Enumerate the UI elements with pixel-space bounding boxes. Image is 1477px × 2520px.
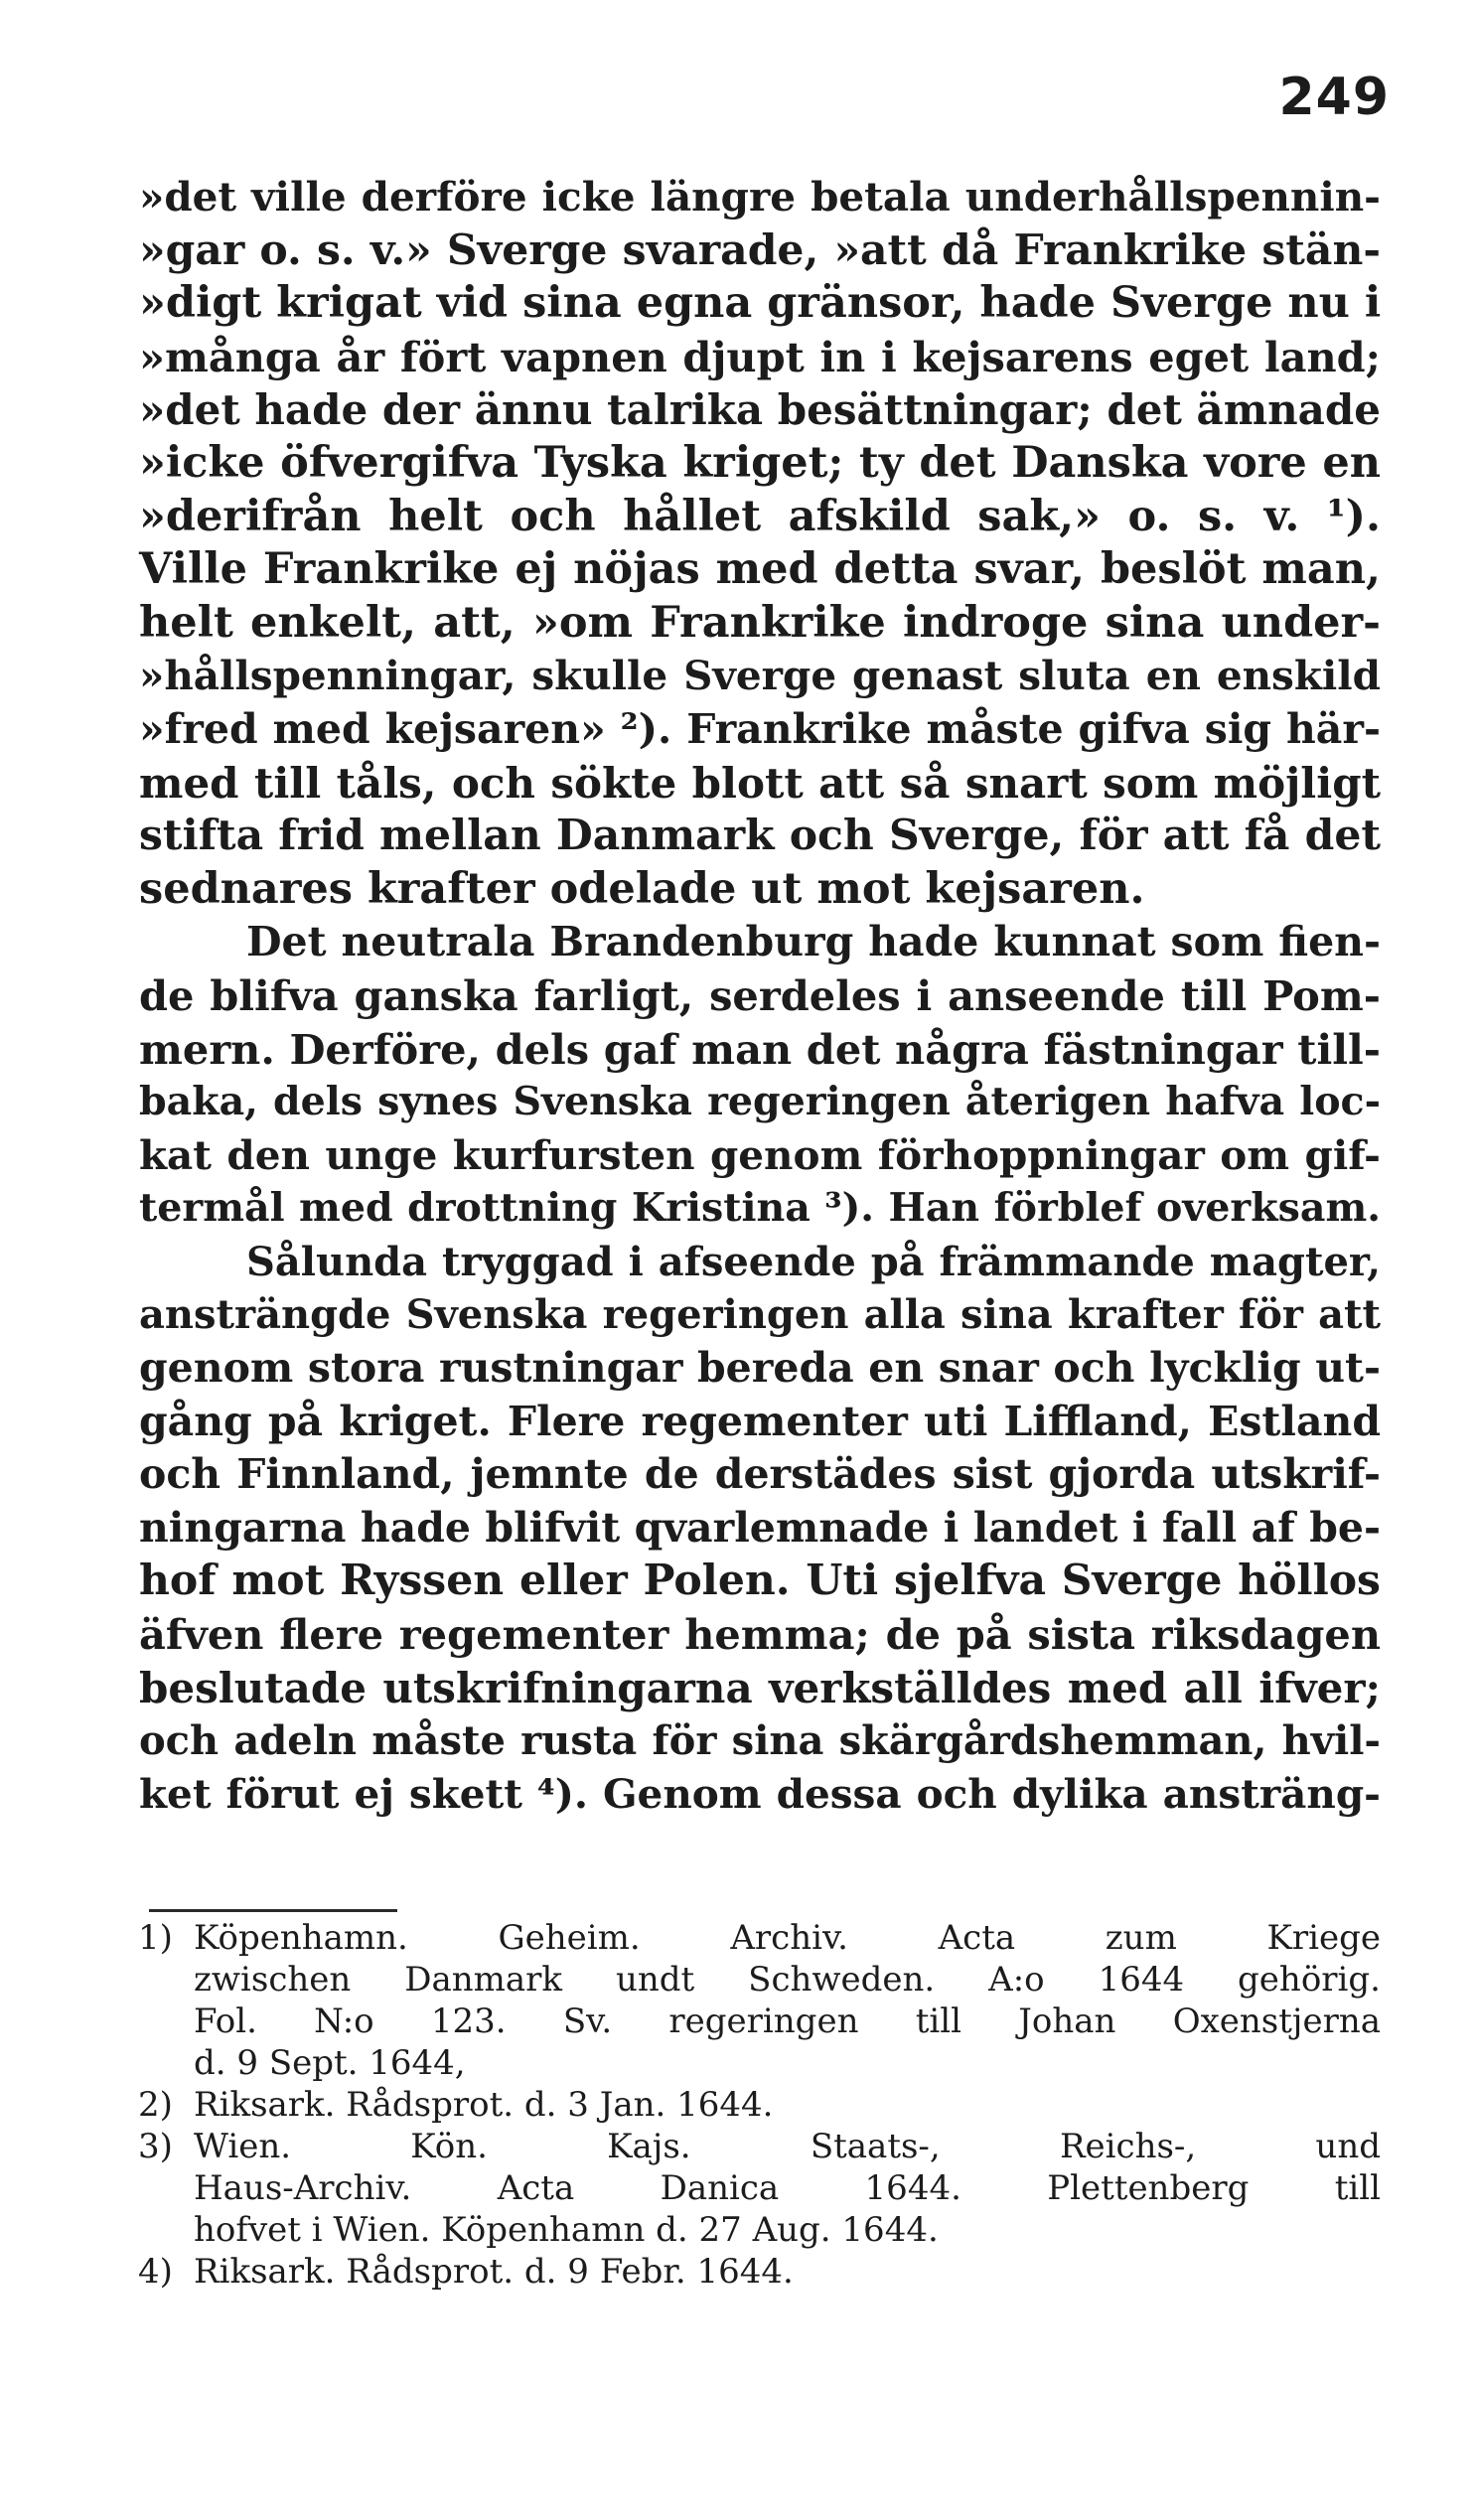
text-line: »det ville derföre icke längre betala underhållspennin-: [139, 173, 1381, 221]
footnote-line: d. 9 Sept. 1644,: [194, 2043, 466, 2083]
text-line: Ville Frankrike ej nöjas med detta svar, beslöt man,: [139, 544, 1381, 595]
text-line: och Finnland, jemnte de derstädes sist gjorda utskrif-: [139, 1450, 1381, 1499]
text-line: Det neutrala Brandenburg hade kunnat som fien-: [246, 918, 1381, 966]
text-line: »det hade der ännu talrika besättningar; det ämnade: [139, 385, 1381, 435]
page-number: 249: [1278, 68, 1390, 127]
text-line: mern. Derföre, dels gaf man det några fästningar till-: [139, 1024, 1381, 1074]
footnote-line: zwischen Danmark undt Schweden. A:o 1644 gehörig.: [194, 1960, 1381, 2000]
text-line: gång på kriget. Flere regementer uti Liffland, Estland: [139, 1397, 1381, 1445]
text-line: »icke öfvergifva Tyska kriget; ty det Danska vore en: [139, 437, 1381, 488]
footnote-marker: 1): [138, 1918, 173, 1958]
main-text: [139, 171, 1381, 1821]
footnote: [138, 2126, 1381, 2251]
text-line: sednares krafter odelade ut mot kejsaren.: [139, 863, 1145, 914]
footnotes: [138, 1917, 1381, 2293]
text-line: kat den unge kurfursten genom förhoppningar om gif-: [139, 1130, 1381, 1179]
text-line: ningarna hade blifvit qvarlemnade i landet i fall af be-: [139, 1503, 1381, 1552]
footnote-line: Haus-Archiv. Acta Danica 1644. Plettenberg till: [194, 2168, 1381, 2208]
footnote: [138, 2251, 1381, 2293]
footnote-marker: 3): [138, 2127, 173, 2166]
text-line: äfven flere regementer hemma; de på sista riksdagen: [139, 1610, 1381, 1660]
text-line: »många år fört vapnen djupt in i kejsarens eget land;: [139, 332, 1381, 381]
footnote-line: Wien. Kön. Kajs. Staats-, Reichs-, und: [194, 2127, 1381, 2166]
footnote-line: Riksark. Rådsprot. d. 9 Febr. 1644.: [194, 2252, 794, 2292]
footnote-marker: 2): [138, 2085, 173, 2125]
text-line: ansträngde Svenska regeringen alla sina krafter för att: [139, 1291, 1381, 1339]
text-line: »gar o. s. v.» Sverge svarade, »att då Frankrike stän-: [139, 224, 1381, 275]
text-line: hof mot Ryssen eller Polen. Uti sjelfva Sverge höllos: [139, 1556, 1381, 1606]
text-line: stifta frid mellan Danmark och Sverge, för att få det: [139, 811, 1381, 861]
footnote-line: Riksark. Rådsprot. d. 3 Jan. 1644.: [194, 2085, 774, 2125]
text-line: »fred med kejsaren» ²). Frankrike måste gifva sig här-: [139, 704, 1381, 753]
text-line: helt enkelt, att, »om Frankrike indroge sina under-: [139, 597, 1381, 648]
footnote-marker: 4): [138, 2252, 173, 2292]
footnote-line: Fol. N:o 123. Sv. regeringen till Johan Oxenstjerna: [194, 2001, 1381, 2041]
text-line: »digt krigat vid sina egna gränsor, hade Sverge nu i: [139, 278, 1382, 329]
text-line: och adeln måste rusta för sina skärgårdshemman, hvil-: [139, 1717, 1381, 1765]
text-line: med till tåls, och sökte blott att så snart som möjligt: [139, 758, 1381, 808]
text-line: de blifva ganska farligt, serdeles i anseende till Pom-: [139, 970, 1381, 1020]
text-line: baka, dels synes Svenska regeringen återigen hafva loc-: [139, 1079, 1381, 1125]
footnote: [138, 1917, 1381, 2084]
text-line: »hållspenningar, skulle Sverge genast sluta en enskild: [139, 652, 1381, 700]
text-line: »derifrån helt och hållet afskild sak,» o. s. v. ¹).: [139, 491, 1381, 541]
footnote: [138, 2084, 1381, 2126]
footnote-rule: [149, 1909, 397, 1912]
footnote-line: Köpenhamn. Geheim. Archiv. Acta zum Kriege: [194, 1918, 1381, 1958]
footnote-line: hofvet i Wien. Köpenhamn d. 27 Aug. 1644.: [194, 2210, 939, 2250]
text-line: beslutade utskrifningarna verkställdes med all ifver;: [139, 1663, 1381, 1712]
text-line: genom stora rustningar bereda en snar och lycklig ut-: [139, 1344, 1381, 1393]
text-line: ket förut ej skett ⁴). Genom dessa och dylika ansträng-: [139, 1769, 1381, 1818]
text-line: Sålunda tryggad i afseende på främmande magter,: [246, 1238, 1381, 1285]
text-line: termål med drottning Kristina ³). Han förblef overksam.: [139, 1185, 1381, 1232]
